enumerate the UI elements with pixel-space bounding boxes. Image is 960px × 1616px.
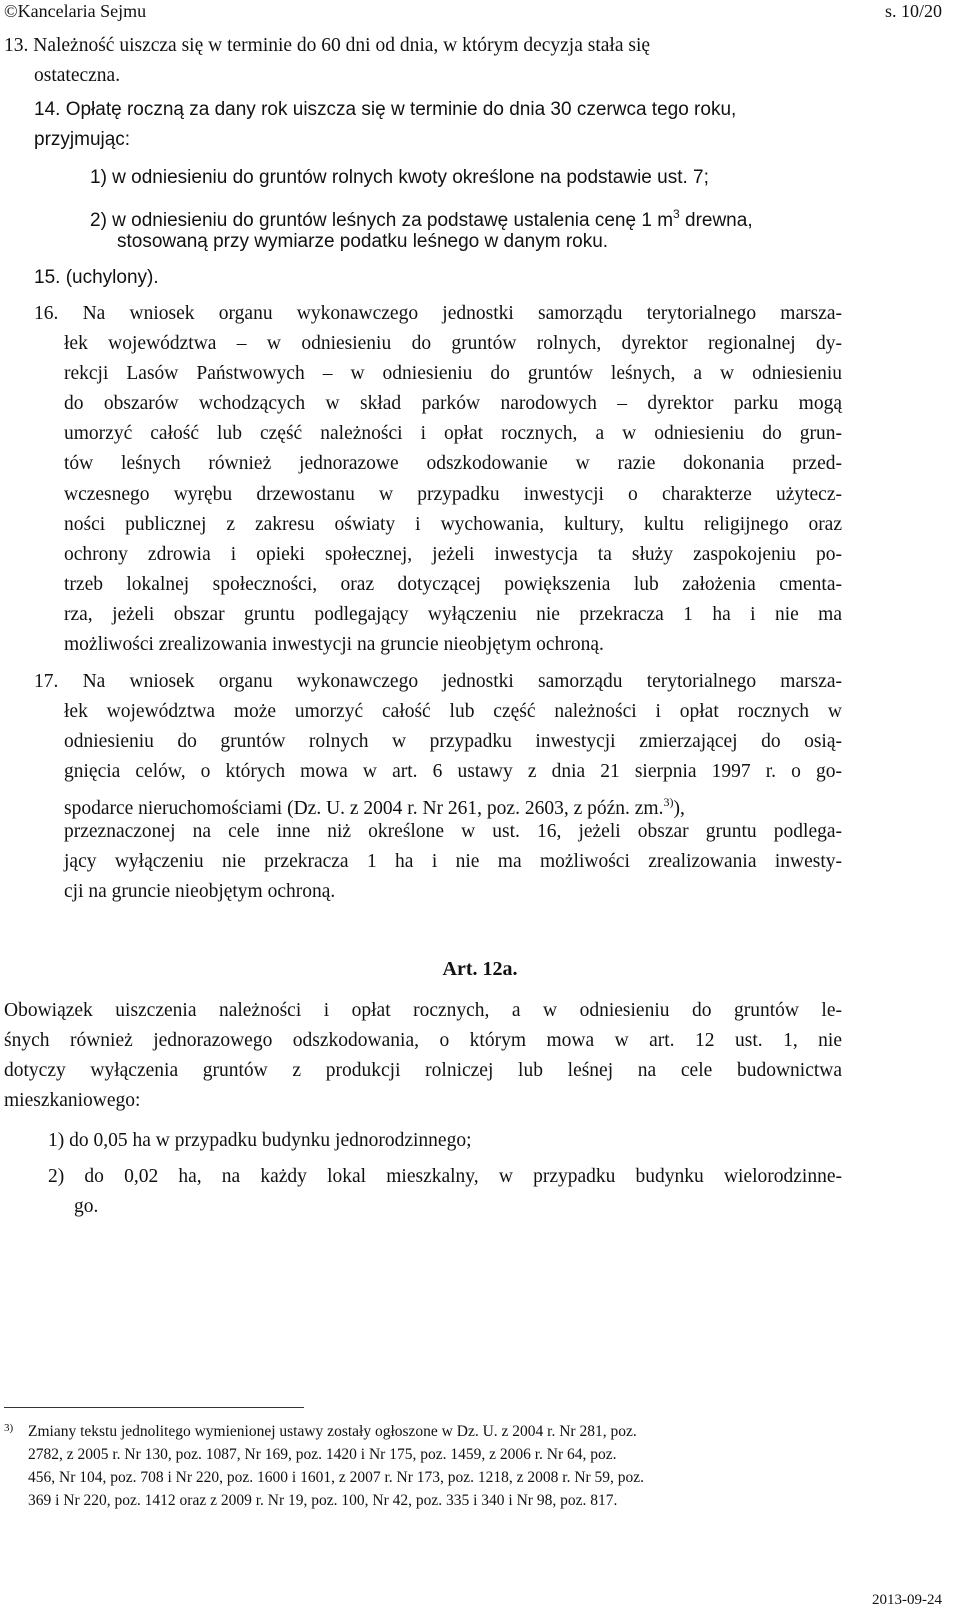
p16-line: umorzyć całość lub część należności i opłat rocznych, a w odniesieniu do grun- [64, 423, 842, 444]
footnote-mark: 3) [4, 1422, 14, 1434]
p14-item2-line2: stosowaną przy wymiarze podatku leśnego w danym roku. [117, 231, 609, 252]
p14-item2-text-end: drewna, [679, 210, 753, 231]
p16-line-last: możliwości zrealizowania inwestycji na gruncie nieobjętym ochroną. [64, 634, 604, 655]
art-line: dotyczy wyłączenia gruntów z produkcji rolniczej lub leśnej na cele budownictwa [4, 1060, 842, 1081]
art-line-last: mieszkaniowego: [4, 1090, 141, 1111]
p13-line2: ostateczna. [34, 65, 121, 86]
footnote-line: 456, Nr 104, poz. 708 i Nr 220, poz. 1600 i 1601, z 2007 r. Nr 173, poz. 1218, z 2008 r. Nr 59, poz. [28, 1469, 645, 1486]
p17-line: odniesieniu do gruntów rolnych w przypadku inwestycji zmierzającej do osią- [64, 731, 842, 752]
p16-line: tów leśnych również jednorazowe odszkodowanie w razie dokonania przed- [64, 453, 842, 474]
p14-item2-text: 2) w odniesieniu do gruntów leśnych za podstawę ustalenia cenę 1 m [90, 210, 674, 231]
document-date: 2013-09-24 [872, 1592, 942, 1608]
footnote-ref[interactable]: 3) [663, 795, 674, 809]
page-number: s. 10/20 [884, 1, 942, 21]
p16-line: 16. Na wniosek organu wykonawczego jednostki samorządu terytorialnego marsza- [34, 303, 842, 324]
art-item1: 1) do 0,05 ha w przypadku budynku jednorodzinnego; [48, 1130, 472, 1151]
footnote-line: Zmiany tekstu jednolitego wymienionej ustawy zostały ogłoszone w Dz. U. z 2004 r. Nr 281, poz. [28, 1423, 637, 1440]
p17-text: spodarce nieruchomościami (Dz. U. z 2004 r. Nr 261, poz. 2603, z późn. zm. [64, 798, 664, 819]
p14-line1: 14. Opłatę roczną za dany rok uiszcza się w terminie do dnia 30 czerwca tego roku, [34, 99, 737, 120]
p17-line-last: cji na gruncie nieobjętym ochroną. [64, 881, 336, 902]
p17-line: 17. Na wniosek organu wykonawczego jednostki samorządu terytorialnego marsza- [34, 671, 842, 692]
footnote-separator [4, 1407, 304, 1408]
art-line: Obowiązek uiszczenia należności i opłat rocznych, a w odniesieniu do gruntów le- [4, 1000, 842, 1021]
p16-line: trzeb lokalnej społeczności, oraz dotyczącej powiększenia lub założenia cmenta- [64, 574, 842, 595]
art-line: śnych również jednorazowego odszkodowania, o którym mowa w art. 12 ust. 1, nie [4, 1030, 842, 1051]
article-heading: Art. 12a. [442, 958, 518, 980]
header-source: ©Kancelaria Sejmu [4, 1, 147, 21]
p16-line: wczesnego wyrębu drzewostanu w przypadku inwestycji o charakterze użytecz- [64, 484, 842, 505]
art-item2-line1: 2) do 0,02 ha, na każdy lokal mieszkalny, w przypadku budynku wielorodzinne- [48, 1166, 842, 1187]
p16-line: ności publicznej z zakresu oświaty i wychowania, kultury, kultu religijnego oraz [64, 514, 842, 535]
p13-line1: 13. Należność uiszcza się w terminie do 60 dni od dnia, w którym decyzja stała się [4, 35, 651, 56]
p14-item1: 1) w odniesieniu do gruntów rolnych kwoty określone na podstawie ust. 7; [90, 167, 709, 188]
p17-line: łek województwa może umorzyć całość lub część należności i opłat rocznych w [64, 701, 842, 722]
p16-line: ochrony zdrowia i opieki społecznej, jeżeli inwestycja ta służy zaspokojeniu po- [64, 544, 842, 565]
p16-line: rekcji Lasów Państwowych – w odniesieniu do gruntów leśnych, a w odniesieniu [64, 363, 842, 384]
p17-line: gnięcia celów, o których mowa w art. 6 ustawy z dnia 21 sierpnia 1997 r. o go- [64, 761, 842, 782]
art-item2-line2: go. [74, 1196, 99, 1217]
p16-line: do obszarów wchodzących w skład parków narodowych – dyrektor parku mogą [64, 393, 842, 414]
p15: 15. (uchylony). [34, 267, 159, 288]
superscript: 3 [673, 207, 680, 221]
p17-line: jący wyłączeniu nie przekracza 1 ha i nie ma możliwości zrealizowania inwesty- [64, 851, 842, 872]
p17-line: przeznaczonej na cele inne niż określone w ust. 16, jeżeli obszar gruntu podlega- [64, 821, 842, 842]
p16-line: łek województwa – w odniesieniu do gruntów rolnych, dyrektor regionalnej dy- [64, 333, 842, 354]
footnote-line: 369 i Nr 220, poz. 1412 oraz z 2009 r. Nr 19, poz. 100, Nr 42, poz. 335 i 340 i Nr 98, poz. 817. [28, 1492, 618, 1509]
p16-line: rza, jeżeli obszar gruntu podlegający wyłączeniu nie przekracza 1 ha i nie ma [64, 604, 842, 625]
footnote-line: 2782, z 2005 r. Nr 130, poz. 1087, Nr 169, poz. 1420 i Nr 175, poz. 1459, z 2006 r. Nr 64, poz. [28, 1446, 617, 1463]
p14-line2: przyjmując: [34, 129, 131, 150]
p17-text-end: ), [673, 798, 685, 819]
